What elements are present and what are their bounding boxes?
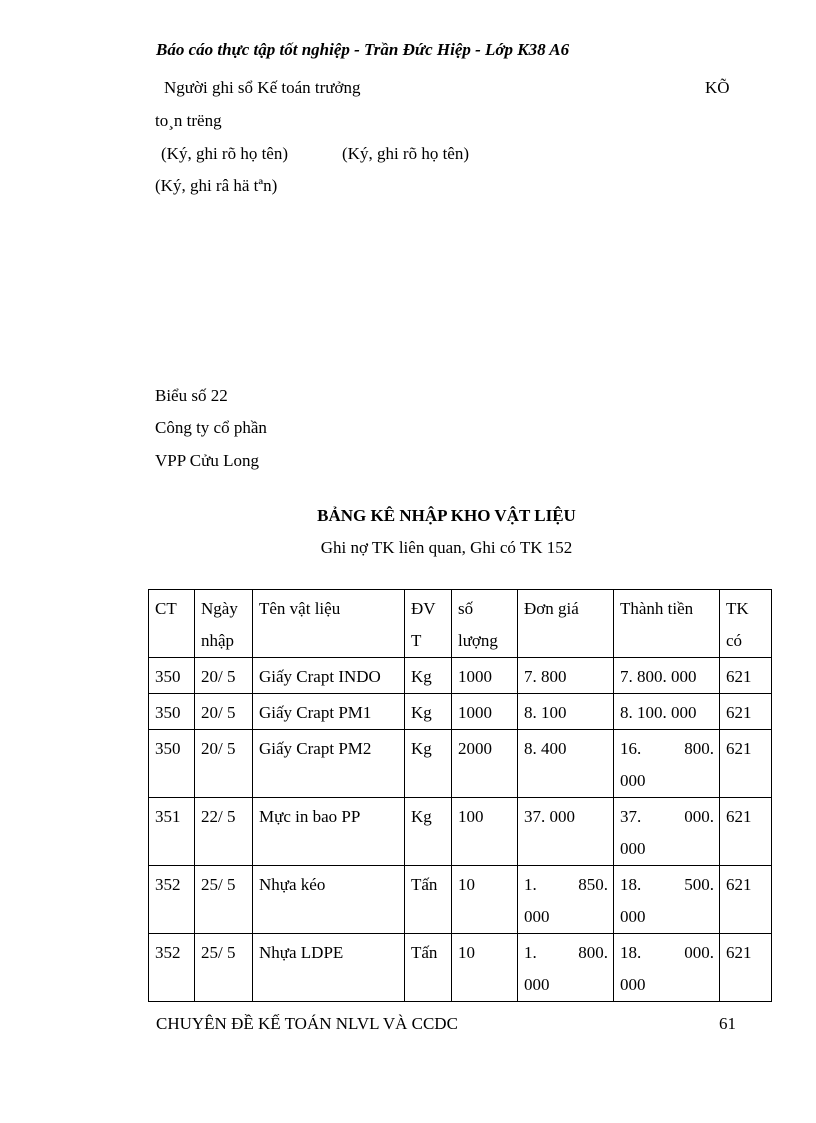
signature-sign-note-1: (Ký, ghi rõ họ tên) — [161, 144, 289, 163]
signature-line-1-right: KÕ — [705, 78, 730, 97]
header-thanh-tien: Thành tiền — [614, 590, 720, 658]
cell-don-gia — [518, 658, 614, 694]
cell-tk-co: 621 — [720, 934, 772, 1002]
signature-line-1: Người ghi sổ Kế toán trưởng — [164, 78, 361, 97]
report-title: BẢNG KÊ NHẬP KHO VẬT LIỆU — [317, 506, 576, 525]
cell-don-gia-line-1: 8. 400 — [524, 739, 567, 758]
table-row — [149, 694, 772, 730]
cell-don-gia — [518, 694, 614, 730]
table-row — [149, 658, 772, 694]
header-don-gia: Đơn giá — [518, 590, 614, 658]
cell-thanh-tien — [614, 798, 720, 866]
header-ngay-nhap: Ngày nhập — [195, 590, 253, 658]
signature-line-2: to¸n trëng — [155, 111, 222, 130]
cell-thanh-tien — [614, 730, 720, 798]
cell-so-luong: 10 — [452, 934, 518, 1002]
header-ct: CT — [149, 590, 195, 658]
cell-don-gia-line-2: 000 — [524, 907, 550, 926]
cell-so-luong: 1000 — [452, 658, 518, 694]
cell-tk-co: 621 — [720, 694, 772, 730]
cell-tk-co: 621 — [720, 658, 772, 694]
cell-tk-co: 621 — [720, 798, 772, 866]
cell-ct: 352 — [149, 934, 195, 1002]
cell-dvt: Kg — [405, 798, 452, 866]
company-name-line-1: Công ty cổ phần — [155, 418, 267, 437]
footer-text: CHUYÊN ĐỀ KẾ TOÁN NLVL VÀ CCDC — [156, 1014, 458, 1033]
cell-don-gia-line-1: 1. 850. — [524, 875, 608, 894]
cell-don-gia-line-1: 1. 800. — [524, 943, 608, 962]
cell-dvt: Kg — [405, 658, 452, 694]
cell-ngay-nhap: 22/ 5 — [195, 798, 253, 866]
cell-don-gia-line-1: 8. 100 — [524, 703, 567, 722]
cell-thanh-tien — [614, 694, 720, 730]
report-subtitle: Ghi nợ TK liên quan, Ghi có TK 152 — [320, 538, 573, 557]
cell-thanh-tien-line-2: 000 — [620, 975, 646, 994]
cell-dvt: Kg — [405, 694, 452, 730]
cell-ngay-nhap: 25/ 5 — [195, 934, 253, 1002]
cell-thanh-tien-line-2: 000 — [620, 907, 646, 926]
cell-ngay-nhap: 25/ 5 — [195, 866, 253, 934]
table-row — [149, 730, 772, 798]
cell-don-gia — [518, 866, 614, 934]
cell-tk-co: 621 — [720, 866, 772, 934]
cell-ngay-nhap: 20/ 5 — [195, 694, 253, 730]
table-header-row — [149, 590, 772, 658]
cell-thanh-tien-line-1: 8. 100. 000 — [620, 703, 697, 722]
header-tk-co: TK có — [720, 590, 772, 658]
cell-thanh-tien-line-1: 37. 000. — [620, 807, 714, 826]
cell-thanh-tien-line-2: 000 — [620, 839, 646, 858]
cell-ct: 352 — [149, 866, 195, 934]
cell-don-gia — [518, 934, 614, 1002]
cell-dvt: Tấn — [405, 934, 452, 1002]
cell-thanh-tien-line-2: 000 — [620, 771, 646, 790]
cell-thanh-tien-line-1: 7. 800. 000 — [620, 667, 697, 686]
cell-tk-co: 621 — [720, 730, 772, 798]
cell-ten-vat-lieu: Mực in bao PP — [253, 798, 405, 866]
cell-ngay-nhap: 20/ 5 — [195, 658, 253, 694]
cell-thanh-tien — [614, 866, 720, 934]
cell-ct: 350 — [149, 694, 195, 730]
cell-ten-vat-lieu: Nhựa kéo — [253, 866, 405, 934]
cell-thanh-tien-line-1: 18. 500. — [620, 875, 714, 894]
cell-ten-vat-lieu: Giấy Crapt PM2 — [253, 730, 405, 798]
cell-don-gia — [518, 730, 614, 798]
signature-sign-note-3: (Ký, ghi râ hä tªn) — [155, 176, 278, 195]
cell-don-gia-line-2: 000 — [524, 975, 550, 994]
cell-ct: 350 — [149, 658, 195, 694]
header-dvt: ĐV T — [405, 590, 452, 658]
header-ten-vat-lieu: Tên vật liệu — [253, 590, 405, 658]
cell-dvt: Kg — [405, 730, 452, 798]
cell-so-luong: 1000 — [452, 694, 518, 730]
table-row — [149, 798, 772, 866]
cell-don-gia-line-1: 7. 800 — [524, 667, 567, 686]
cell-dvt: Tấn — [405, 866, 452, 934]
cell-thanh-tien-line-1: 18. 000. — [620, 943, 714, 962]
signature-sign-note-2: (Ký, ghi rõ họ tên) — [342, 144, 470, 163]
cell-don-gia-line-1: 37. 000 — [524, 807, 575, 826]
table-row — [149, 866, 772, 934]
cell-ct: 350 — [149, 730, 195, 798]
cell-ten-vat-lieu: Giấy Crapt PM1 — [253, 694, 405, 730]
cell-ten-vat-lieu: Nhựa LDPE — [253, 934, 405, 1002]
header-so-luong: số lượng — [452, 590, 518, 658]
table-row — [149, 934, 772, 1002]
cell-thanh-tien — [614, 658, 720, 694]
cell-don-gia — [518, 798, 614, 866]
cell-ct: 351 — [149, 798, 195, 866]
cell-ten-vat-lieu: Giấy Crapt INDO — [253, 658, 405, 694]
cell-so-luong: 100 — [452, 798, 518, 866]
cell-so-luong: 10 — [452, 866, 518, 934]
page-header: Báo cáo thực tập tốt nghiệp - Trần Đức Hiệp - Lớp K38 A6 — [156, 40, 570, 59]
materials-table — [148, 589, 772, 1002]
page-number: 61 — [719, 1014, 736, 1033]
cell-so-luong: 2000 — [452, 730, 518, 798]
company-name-line-2: VPP Cửu Long — [155, 451, 259, 470]
form-number: Biểu số 22 — [155, 386, 228, 405]
cell-thanh-tien-line-1: 16. 800. — [620, 739, 714, 758]
cell-ngay-nhap: 20/ 5 — [195, 730, 253, 798]
cell-thanh-tien — [614, 934, 720, 1002]
